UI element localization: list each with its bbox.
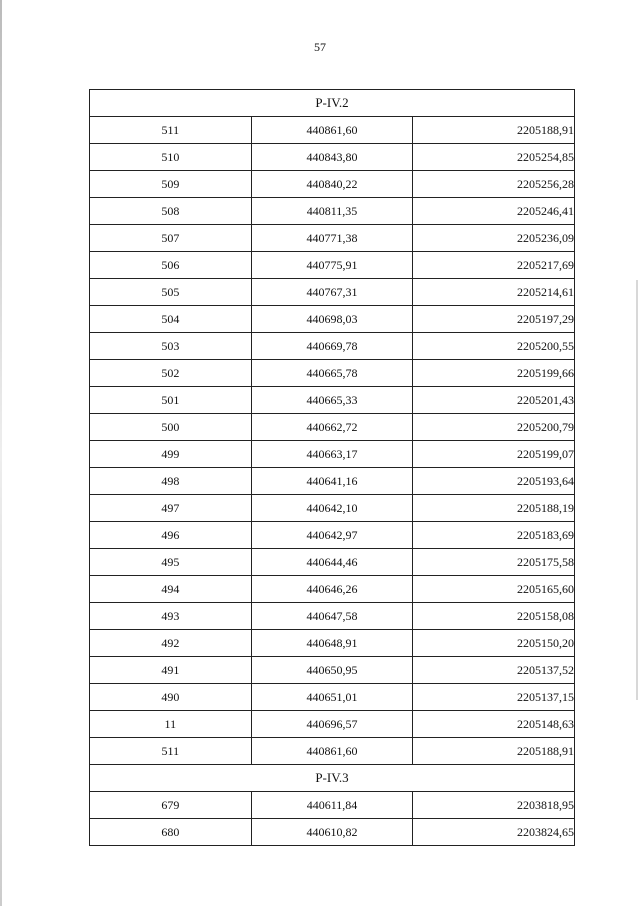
y-coordinate-cell: 2205137,52 (413, 657, 575, 684)
point-id-cell: 501 (90, 387, 252, 414)
x-coordinate-cell: 440647,58 (251, 603, 413, 630)
table-row (90, 387, 575, 414)
x-coordinate-cell: 440811,35 (251, 198, 413, 225)
y-coordinate-cell: 2205158,08 (413, 603, 575, 630)
section-header-row (90, 765, 575, 792)
table-row (90, 603, 575, 630)
point-id-cell: 492 (90, 630, 252, 657)
y-coordinate-cell: 2205165,60 (413, 576, 575, 603)
table-row (90, 792, 575, 819)
table-row (90, 630, 575, 657)
x-coordinate-cell: 440767,31 (251, 279, 413, 306)
point-id-cell: 508 (90, 198, 252, 225)
y-coordinate-cell: 2205175,58 (413, 549, 575, 576)
y-coordinate-cell: 2203824,65 (413, 819, 575, 846)
table-row (90, 819, 575, 846)
x-coordinate-cell: 440641,16 (251, 468, 413, 495)
point-id-cell: 511 (90, 738, 252, 765)
point-id-cell: 496 (90, 522, 252, 549)
point-id-cell: 500 (90, 414, 252, 441)
y-coordinate-cell: 2205183,69 (413, 522, 575, 549)
point-id-cell: 498 (90, 468, 252, 495)
y-coordinate-cell: 2203818,95 (413, 792, 575, 819)
y-coordinate-cell: 2205150,20 (413, 630, 575, 657)
point-id-cell: 504 (90, 306, 252, 333)
y-coordinate-cell: 2205193,64 (413, 468, 575, 495)
table-row (90, 198, 575, 225)
table-row (90, 144, 575, 171)
x-coordinate-cell: 440861,60 (251, 738, 413, 765)
x-coordinate-cell: 440642,97 (251, 522, 413, 549)
x-coordinate-cell: 440698,03 (251, 306, 413, 333)
x-coordinate-cell: 440662,72 (251, 414, 413, 441)
y-coordinate-cell: 2205188,91 (413, 117, 575, 144)
x-coordinate-cell: 440610,82 (251, 819, 413, 846)
x-coordinate-cell: 440861,60 (251, 117, 413, 144)
point-id-cell: 495 (90, 549, 252, 576)
y-coordinate-cell: 2205199,07 (413, 441, 575, 468)
y-coordinate-cell: 2205256,28 (413, 171, 575, 198)
point-id-cell: 509 (90, 171, 252, 198)
x-coordinate-cell: 440651,01 (251, 684, 413, 711)
x-coordinate-cell: 440771,38 (251, 225, 413, 252)
section-title: P-IV.2 (90, 90, 575, 117)
point-id-cell: 494 (90, 576, 252, 603)
table-row (90, 549, 575, 576)
point-id-cell: 680 (90, 819, 252, 846)
scan-edge-left (0, 0, 2, 906)
table-row (90, 252, 575, 279)
y-coordinate-cell: 2205200,55 (413, 333, 575, 360)
y-coordinate-cell: 2205188,91 (413, 738, 575, 765)
point-id-cell: 503 (90, 333, 252, 360)
point-id-cell: 507 (90, 225, 252, 252)
table-row (90, 414, 575, 441)
section-title: P-IV.3 (90, 765, 575, 792)
table-row (90, 306, 575, 333)
x-coordinate-cell: 440840,22 (251, 171, 413, 198)
x-coordinate-cell: 440665,33 (251, 387, 413, 414)
section-header-row (90, 90, 575, 117)
point-id-cell: 502 (90, 360, 252, 387)
point-id-cell: 499 (90, 441, 252, 468)
x-coordinate-cell: 440696,57 (251, 711, 413, 738)
table-row (90, 738, 575, 765)
point-id-cell: 491 (90, 657, 252, 684)
point-id-cell: 505 (90, 279, 252, 306)
y-coordinate-cell: 2205246,41 (413, 198, 575, 225)
y-coordinate-cell: 2205137,15 (413, 684, 575, 711)
x-coordinate-cell: 440665,78 (251, 360, 413, 387)
point-id-cell: 490 (90, 684, 252, 711)
scan-edge-right (636, 280, 638, 700)
y-coordinate-cell: 2205254,85 (413, 144, 575, 171)
y-coordinate-cell: 2205236,09 (413, 225, 575, 252)
point-id-cell: 493 (90, 603, 252, 630)
y-coordinate-cell: 2205200,79 (413, 414, 575, 441)
x-coordinate-cell: 440650,95 (251, 657, 413, 684)
x-coordinate-cell: 440663,17 (251, 441, 413, 468)
table-row (90, 684, 575, 711)
table-row (90, 522, 575, 549)
table-row (90, 279, 575, 306)
x-coordinate-cell: 440669,78 (251, 333, 413, 360)
point-id-cell: 497 (90, 495, 252, 522)
y-coordinate-cell: 2205188,19 (413, 495, 575, 522)
table-row (90, 360, 575, 387)
y-coordinate-cell: 2205201,43 (413, 387, 575, 414)
y-coordinate-cell: 2205214,61 (413, 279, 575, 306)
page-number: 57 (314, 40, 326, 54)
table-row (90, 225, 575, 252)
coordinates-table-body (90, 90, 575, 846)
table-row (90, 441, 575, 468)
x-coordinate-cell: 440843,80 (251, 144, 413, 171)
table-row (90, 576, 575, 603)
table-row (90, 171, 575, 198)
table-row (90, 333, 575, 360)
point-id-cell: 679 (90, 792, 252, 819)
table-row (90, 657, 575, 684)
table-row (90, 711, 575, 738)
x-coordinate-cell: 440775,91 (251, 252, 413, 279)
y-coordinate-cell: 2205148,63 (413, 711, 575, 738)
table-row (90, 117, 575, 144)
x-coordinate-cell: 440644,46 (251, 549, 413, 576)
point-id-cell: 11 (90, 711, 252, 738)
table-row (90, 495, 575, 522)
point-id-cell: 506 (90, 252, 252, 279)
point-id-cell: 510 (90, 144, 252, 171)
x-coordinate-cell: 440646,26 (251, 576, 413, 603)
coordinates-table (89, 89, 575, 846)
y-coordinate-cell: 2205197,29 (413, 306, 575, 333)
y-coordinate-cell: 2205217,69 (413, 252, 575, 279)
table-row (90, 468, 575, 495)
point-id-cell: 511 (90, 117, 252, 144)
x-coordinate-cell: 440642,10 (251, 495, 413, 522)
x-coordinate-cell: 440648,91 (251, 630, 413, 657)
x-coordinate-cell: 440611,84 (251, 792, 413, 819)
y-coordinate-cell: 2205199,66 (413, 360, 575, 387)
